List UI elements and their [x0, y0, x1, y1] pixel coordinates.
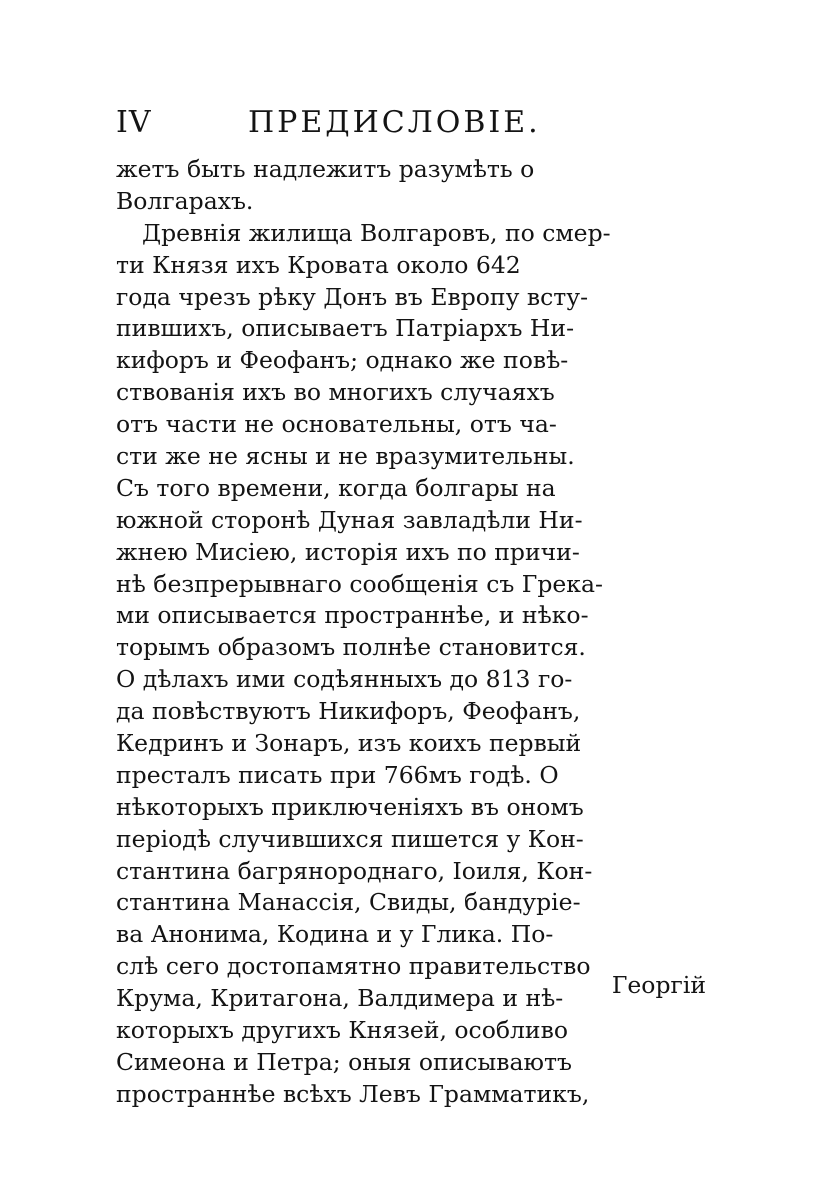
text-line: торымъ образомъ полнѣе становится. — [116, 633, 586, 662]
text-line: періодѣ случившихся пишется у Кон- — [116, 824, 584, 853]
text-line: Волгарахъ. — [116, 186, 254, 215]
text-line: да повѣствуютъ Никифоръ, Феофанъ, — [116, 697, 581, 726]
text-line: которыхъ другихъ Князей, особливо — [116, 1016, 568, 1045]
text-line: слѣ сего достопамятно правительство — [116, 952, 591, 981]
text-line: пространнѣе всѣхъ Левъ Грамматикъ, — [116, 1079, 590, 1108]
text-line: Крума, Критагона, Валдимера и нѣ- — [116, 984, 564, 1013]
text-line: ми описывается пространнѣе, и нѣко- — [116, 601, 589, 630]
text-line: Симеона и Петра; оныя описываютъ — [116, 1047, 572, 1076]
running-title: ПРЕДИСЛОВІЕ. — [248, 105, 541, 140]
page-header — [116, 100, 716, 146]
text-line: Кедринъ и Зонаръ, изъ коихъ первый — [116, 729, 582, 758]
text-line: нѣ безпрерывнаго сообщенія съ Грека- — [116, 569, 603, 598]
text-line: ва Анонима, Кодина и у Глика. По- — [116, 920, 554, 949]
text-line: ти Князя ихъ Кровата около 642 — [116, 250, 521, 279]
catchword: Георгій — [611, 971, 706, 999]
body-text — [116, 154, 716, 1111]
text-line: стантина Манассія, Свиды, бандуріе- — [116, 888, 581, 917]
text-line: стантина багрянороднаго, Іоиля, Кон- — [116, 856, 593, 885]
text-line: сти же не ясны и не вразумительны. — [116, 442, 575, 471]
text-line: престалъ писать при 766мъ годѣ. О — [116, 760, 559, 789]
text-line: Съ того времени, когда болгары на — [116, 473, 556, 502]
text-line: года чрезъ рѣку Донъ въ Европу всту- — [116, 282, 589, 311]
text-line: кифоръ и Феофанъ; однако же повѣ- — [116, 346, 569, 375]
text-line: жетъ быть надлежитъ разумѣть о — [116, 155, 535, 183]
text-line: О дѣлахъ ими содѣянныхъ до 813 го- — [116, 665, 573, 694]
text-line: ствованія ихъ во многихъ случаяхъ — [116, 378, 555, 407]
text-line: южной сторонѣ Дуная завладѣли Ни- — [116, 505, 583, 534]
page-number: IV — [116, 105, 152, 140]
text-line: Древнія жилища Волгаровъ, по смер- — [142, 218, 611, 247]
text-line: пившихъ, описываетъ Патріархъ Ни- — [116, 314, 575, 343]
text-line: нѣкоторыхъ приключеніяхъ въ ономъ — [116, 792, 584, 821]
text-line: жнею Мисіею, исторія ихъ по причи- — [116, 537, 580, 566]
text-line: отъ части не основательны, отъ ча- — [116, 410, 557, 439]
